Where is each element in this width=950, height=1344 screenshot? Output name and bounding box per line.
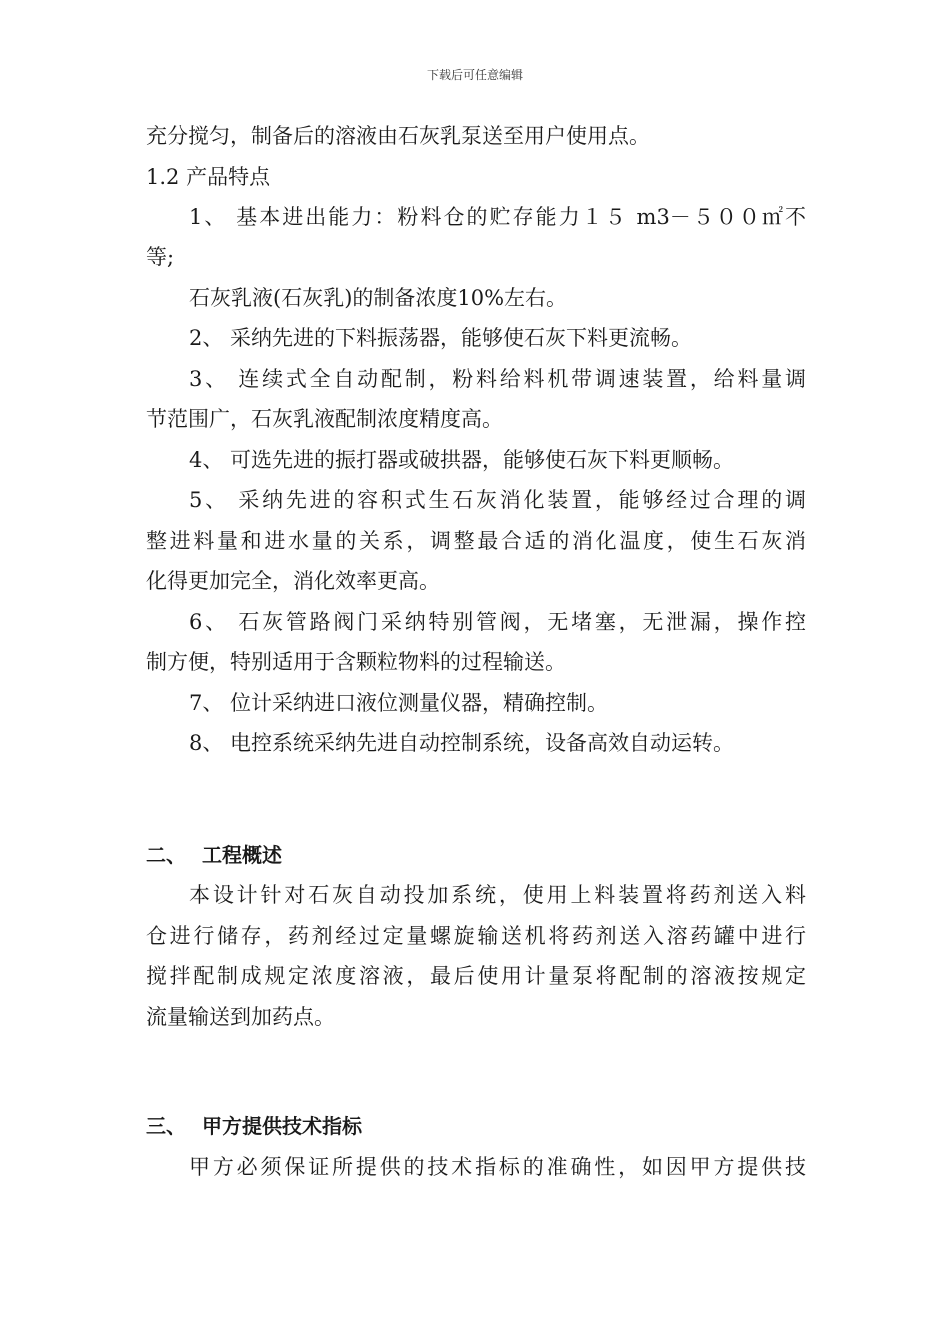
body-line: 石灰乳液(石灰乳)的制备浓度10%左右。	[189, 286, 568, 310]
subheading: 1.2 产品特点	[146, 165, 271, 189]
body-line: 本设计针对石灰自动投加系统，使用上料装置将药剂送入料	[189, 883, 806, 907]
list-item-1: 1、 基本进出能力：粉料仓的贮存能力１５ m3－５００㎡不	[189, 205, 806, 229]
body-line: 充分搅匀，制备后的溶液由石灰乳泵送至用户使用点。	[146, 124, 650, 148]
body-line: 搅拌配制成规定浓度溶液，最后使用计量泵将配制的溶液按规定	[146, 964, 806, 988]
body-line: 仓进行储存，药剂经过定量螺旋输送机将药剂送入溶药罐中进行	[146, 924, 806, 948]
section-number: 二、	[146, 843, 186, 867]
body-line: 等;	[146, 245, 175, 269]
list-item-2: 2、 采纳先进的下料振荡器，能够使石灰下料更流畅。	[189, 326, 693, 350]
body-line: 流量输送到加药点。	[146, 1005, 335, 1029]
body-line: 节范围广，石灰乳液配制浓度精度高。	[146, 407, 503, 431]
section-title: 工程概述	[202, 843, 282, 867]
section-number: 三、	[146, 1114, 186, 1138]
section-title: 甲方提供技术指标	[202, 1114, 362, 1138]
list-item-8: 8、 电控系统采纳先进自动控制系统，设备高效自动运转。	[189, 731, 735, 755]
page-header: 下载后可任意编辑	[426, 68, 523, 82]
section-heading-3	[146, 1111, 806, 1141]
list-item-7: 7、 位计采纳进口液位测量仪器，精确控制。	[189, 691, 609, 715]
list-item-5: 5、 采纳先进的容积式生石灰消化装置，能够经过合理的调	[189, 488, 806, 512]
body-line: 整进料量和进水量的关系，调整最合适的消化温度，使生石灰消	[146, 529, 806, 553]
body-line: 化得更加完全，消化效率更高。	[146, 569, 440, 593]
list-item-6: 6、 石灰管路阀门采纳特别管阀，无堵塞，无泄漏，操作控	[189, 610, 806, 634]
section-heading-2	[146, 840, 806, 870]
body-line: 制方便，特别适用于含颗粒物料的过程输送。	[146, 650, 566, 674]
body-line: 甲方必须保证所提供的技术指标的准确性，如因甲方提供技	[189, 1155, 806, 1179]
list-item-4: 4、 可选先进的振打器或破拱器，能够使石灰下料更顺畅。	[189, 448, 735, 472]
list-item-3: 3、 连续式全自动配制，粉料给料机带调速装置，给料量调	[189, 367, 806, 391]
